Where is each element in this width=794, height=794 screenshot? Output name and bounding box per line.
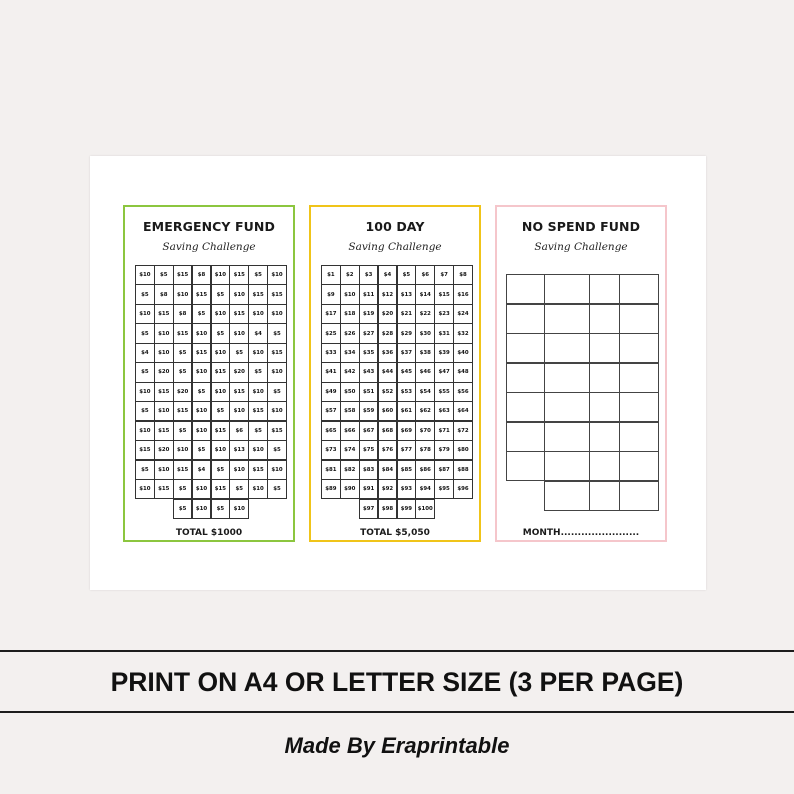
print-size-banner: PRINT ON A4 OR LETTER SIZE (3 PER PAGE) bbox=[110, 667, 684, 697]
amount-cell: $5 bbox=[173, 343, 193, 363]
amount-cell: $5 bbox=[135, 401, 155, 421]
amount-cell: $67 bbox=[359, 421, 379, 441]
amount-cell: $26 bbox=[340, 323, 360, 343]
tracker-box bbox=[619, 481, 659, 511]
divider-bottom bbox=[0, 711, 794, 713]
amount-cell: $10 bbox=[211, 382, 231, 402]
amount-cell: $74 bbox=[340, 440, 360, 460]
amount-cell: $15 bbox=[154, 421, 174, 441]
amount-cell: $10 bbox=[173, 440, 193, 460]
tracker-box bbox=[506, 363, 545, 393]
amount-cell: $1 bbox=[321, 265, 341, 285]
amount-cell: $5 bbox=[154, 265, 174, 285]
amount-cell: $76 bbox=[378, 440, 398, 460]
amount-cell: $91 bbox=[359, 479, 379, 499]
amount-cell: $16 bbox=[453, 284, 473, 304]
amount-cell: $10 bbox=[248, 343, 268, 363]
amount-cell: $10 bbox=[211, 440, 231, 460]
amount-cell: $4 bbox=[248, 323, 268, 343]
amount-cell: $77 bbox=[397, 440, 417, 460]
card-total: TOTAL $1000 bbox=[175, 528, 243, 538]
amount-cell: $15 bbox=[192, 343, 212, 363]
amount-cell: $2 bbox=[340, 265, 360, 285]
amount-cell: $10 bbox=[267, 265, 287, 285]
amount-cell: $62 bbox=[415, 401, 435, 421]
tracker-box bbox=[544, 422, 590, 452]
amount-cell: $5 bbox=[248, 265, 268, 285]
savings-grid bbox=[321, 265, 472, 518]
tracker-box bbox=[619, 392, 659, 422]
amount-cell: $10 bbox=[135, 382, 155, 402]
amount-cell: $13 bbox=[397, 284, 417, 304]
amount-cell: $15 bbox=[154, 304, 174, 324]
amount-cell: $15 bbox=[211, 421, 231, 441]
tracker-box bbox=[589, 304, 620, 334]
tracker-box bbox=[506, 451, 545, 481]
amount-cell: $46 bbox=[415, 362, 435, 382]
amount-cell: $96 bbox=[453, 479, 473, 499]
amount-cell: $71 bbox=[434, 421, 454, 441]
amount-cell: $49 bbox=[321, 382, 341, 402]
amount-cell: $15 bbox=[192, 284, 212, 304]
amount-cell: $13 bbox=[229, 440, 249, 460]
amount-cell: $15 bbox=[434, 284, 454, 304]
amount-cell: $15 bbox=[267, 421, 287, 441]
amount-cell: $5 bbox=[192, 440, 212, 460]
amount-cell: $69 bbox=[397, 421, 417, 441]
amount-cell: $85 bbox=[397, 460, 417, 480]
amount-cell: $10 bbox=[154, 460, 174, 480]
amount-cell: $10 bbox=[192, 401, 212, 421]
blank-tracker-grid bbox=[506, 274, 658, 510]
amount-cell: $44 bbox=[378, 362, 398, 382]
amount-cell: $15 bbox=[173, 460, 193, 480]
amount-cell: $5 bbox=[229, 343, 249, 363]
tracker-box bbox=[544, 333, 590, 363]
amount-cell: $60 bbox=[378, 401, 398, 421]
amount-cell: $28 bbox=[378, 323, 398, 343]
amount-cell: $10 bbox=[229, 460, 249, 480]
amount-cell: $5 bbox=[211, 499, 231, 519]
amount-cell: $5 bbox=[229, 479, 249, 499]
amount-cell: $15 bbox=[154, 382, 174, 402]
amount-cell: $23 bbox=[434, 304, 454, 324]
amount-cell: $19 bbox=[359, 304, 379, 324]
amount-cell: $92 bbox=[378, 479, 398, 499]
amount-cell: $37 bbox=[397, 343, 417, 363]
tracker-box bbox=[544, 392, 590, 422]
amount-cell: $75 bbox=[359, 440, 379, 460]
amount-cell: $10 bbox=[229, 284, 249, 304]
tracker-box bbox=[619, 422, 659, 452]
amount-cell: $10 bbox=[192, 362, 212, 382]
amount-cell: $47 bbox=[434, 362, 454, 382]
amount-cell: $6 bbox=[415, 265, 435, 285]
amount-cell: $10 bbox=[267, 401, 287, 421]
amount-cell: $10 bbox=[192, 421, 212, 441]
amount-cell: $7 bbox=[434, 265, 454, 285]
amount-cell: $43 bbox=[359, 362, 379, 382]
amount-cell: $5 bbox=[267, 479, 287, 499]
amount-cell: $22 bbox=[415, 304, 435, 324]
tracker-box bbox=[619, 274, 659, 304]
divider-top bbox=[0, 650, 794, 652]
amount-cell: $17 bbox=[321, 304, 341, 324]
amount-cell: $58 bbox=[340, 401, 360, 421]
amount-cell: $15 bbox=[211, 362, 231, 382]
amount-cell: $24 bbox=[453, 304, 473, 324]
tracker-box bbox=[589, 333, 620, 363]
brand-credit: Made By Eraprintable bbox=[284, 733, 510, 758]
amount-cell: $10 bbox=[135, 479, 155, 499]
amount-cell: $93 bbox=[397, 479, 417, 499]
amount-cell: $10 bbox=[229, 401, 249, 421]
amount-cell: $65 bbox=[321, 421, 341, 441]
hundred-day-card bbox=[309, 205, 481, 542]
amount-cell: $10 bbox=[173, 284, 193, 304]
amount-cell: $5 bbox=[173, 362, 193, 382]
amount-cell: $59 bbox=[359, 401, 379, 421]
amount-cell: $57 bbox=[321, 401, 341, 421]
amount-cell: $53 bbox=[397, 382, 417, 402]
amount-cell: $45 bbox=[397, 362, 417, 382]
amount-cell: $10 bbox=[229, 499, 249, 519]
amount-cell: $15 bbox=[229, 265, 249, 285]
amount-cell: $5 bbox=[135, 362, 155, 382]
amount-cell: $42 bbox=[340, 362, 360, 382]
amount-cell: $41 bbox=[321, 362, 341, 382]
amount-cell: $15 bbox=[173, 265, 193, 285]
amount-cell: $15 bbox=[211, 479, 231, 499]
amount-cell: $51 bbox=[359, 382, 379, 402]
emergency-fund-card bbox=[123, 205, 295, 542]
amount-cell: $10 bbox=[248, 382, 268, 402]
tracker-box bbox=[589, 392, 620, 422]
tracker-box bbox=[506, 333, 545, 363]
amount-cell: $10 bbox=[154, 401, 174, 421]
amount-cell: $10 bbox=[267, 362, 287, 382]
amount-cell: $100 bbox=[415, 499, 435, 519]
amount-cell: $12 bbox=[378, 284, 398, 304]
amount-cell: $5 bbox=[397, 265, 417, 285]
amount-cell: $5 bbox=[135, 323, 155, 343]
tracker-box bbox=[506, 422, 545, 452]
tracker-box bbox=[619, 333, 659, 363]
tracker-box bbox=[589, 481, 620, 511]
amount-cell: $15 bbox=[267, 343, 287, 363]
tracker-box bbox=[544, 451, 590, 481]
amount-cell: $5 bbox=[267, 382, 287, 402]
amount-cell: $15 bbox=[248, 284, 268, 304]
amount-cell: $15 bbox=[267, 284, 287, 304]
amount-cell: $10 bbox=[267, 304, 287, 324]
amount-cell: $83 bbox=[359, 460, 379, 480]
amount-cell: $15 bbox=[135, 440, 155, 460]
amount-cell: $95 bbox=[434, 479, 454, 499]
amount-cell: $20 bbox=[154, 440, 174, 460]
amount-cell: $34 bbox=[340, 343, 360, 363]
amount-cell: $80 bbox=[453, 440, 473, 460]
amount-cell: $5 bbox=[267, 440, 287, 460]
amount-cell: $15 bbox=[229, 304, 249, 324]
amount-cell: $5 bbox=[173, 499, 193, 519]
amount-cell: $10 bbox=[192, 323, 212, 343]
tracker-box bbox=[619, 363, 659, 393]
printable-sheet bbox=[90, 156, 706, 590]
amount-cell: $40 bbox=[453, 343, 473, 363]
amount-cell: $4 bbox=[135, 343, 155, 363]
amount-cell: $73 bbox=[321, 440, 341, 460]
amount-cell: $5 bbox=[192, 304, 212, 324]
amount-cell: $8 bbox=[453, 265, 473, 285]
tracker-box bbox=[589, 274, 620, 304]
amount-cell: $79 bbox=[434, 440, 454, 460]
amount-cell: $35 bbox=[359, 343, 379, 363]
amount-cell: $5 bbox=[135, 460, 155, 480]
amount-cell: $10 bbox=[340, 284, 360, 304]
amount-cell: $10 bbox=[192, 499, 212, 519]
amount-cell: $5 bbox=[211, 323, 231, 343]
amount-cell: $15 bbox=[229, 382, 249, 402]
amount-cell: $20 bbox=[229, 362, 249, 382]
amount-cell: $9 bbox=[321, 284, 341, 304]
tracker-box bbox=[506, 304, 545, 334]
amount-cell: $3 bbox=[359, 265, 379, 285]
amount-cell: $10 bbox=[154, 323, 174, 343]
amount-cell: $18 bbox=[340, 304, 360, 324]
tracker-box bbox=[589, 363, 620, 393]
tracker-box bbox=[589, 422, 620, 452]
amount-cell: $78 bbox=[415, 440, 435, 460]
amount-cell: $5 bbox=[173, 421, 193, 441]
amount-cell: $21 bbox=[397, 304, 417, 324]
amount-cell: $32 bbox=[453, 323, 473, 343]
amount-cell: $56 bbox=[453, 382, 473, 402]
amount-cell: $15 bbox=[173, 323, 193, 343]
amount-cell: $50 bbox=[340, 382, 360, 402]
amount-cell: $10 bbox=[211, 265, 231, 285]
tracker-box bbox=[544, 274, 590, 304]
amount-cell: $52 bbox=[378, 382, 398, 402]
amount-cell: $29 bbox=[397, 323, 417, 343]
tracker-box bbox=[619, 304, 659, 334]
amount-cell: $38 bbox=[415, 343, 435, 363]
amount-cell: $8 bbox=[173, 304, 193, 324]
amount-cell: $63 bbox=[434, 401, 454, 421]
amount-cell: $10 bbox=[135, 265, 155, 285]
amount-cell: $31 bbox=[434, 323, 454, 343]
amount-cell: $5 bbox=[248, 362, 268, 382]
amount-cell: $66 bbox=[340, 421, 360, 441]
card-title: 100 DAY bbox=[365, 219, 425, 234]
amount-cell: $10 bbox=[229, 323, 249, 343]
amount-cell: $30 bbox=[415, 323, 435, 343]
amount-cell: $10 bbox=[192, 479, 212, 499]
amount-cell: $82 bbox=[340, 460, 360, 480]
amount-cell: $20 bbox=[378, 304, 398, 324]
amount-cell: $27 bbox=[359, 323, 379, 343]
card-subtitle: Saving Challenge bbox=[534, 241, 628, 253]
amount-cell: $87 bbox=[434, 460, 454, 480]
tracker-box bbox=[544, 481, 590, 511]
amount-cell: $4 bbox=[192, 460, 212, 480]
savings-grid bbox=[135, 265, 286, 518]
amount-cell: $5 bbox=[211, 284, 231, 304]
month-label: MONTH....................... bbox=[522, 528, 640, 538]
amount-cell: $10 bbox=[267, 460, 287, 480]
amount-cell: $15 bbox=[154, 479, 174, 499]
amount-cell: $6 bbox=[229, 421, 249, 441]
amount-cell: $70 bbox=[415, 421, 435, 441]
amount-cell: $5 bbox=[267, 323, 287, 343]
amount-cell: $94 bbox=[415, 479, 435, 499]
tracker-box bbox=[544, 304, 590, 334]
amount-cell: $99 bbox=[397, 499, 417, 519]
amount-cell: $39 bbox=[434, 343, 454, 363]
amount-cell: $5 bbox=[248, 421, 268, 441]
amount-cell: $8 bbox=[154, 284, 174, 304]
amount-cell: $20 bbox=[173, 382, 193, 402]
amount-cell: $98 bbox=[378, 499, 398, 519]
amount-cell: $20 bbox=[154, 362, 174, 382]
amount-cell: $89 bbox=[321, 479, 341, 499]
amount-cell: $64 bbox=[453, 401, 473, 421]
tracker-box bbox=[589, 451, 620, 481]
tracker-box bbox=[619, 451, 659, 481]
amount-cell: $48 bbox=[453, 362, 473, 382]
amount-cell: $61 bbox=[397, 401, 417, 421]
amount-cell: $10 bbox=[135, 421, 155, 441]
amount-cell: $86 bbox=[415, 460, 435, 480]
amount-cell: $10 bbox=[248, 440, 268, 460]
amount-cell: $5 bbox=[192, 382, 212, 402]
tracker-box bbox=[506, 274, 545, 304]
amount-cell: $15 bbox=[248, 460, 268, 480]
tracker-box bbox=[544, 363, 590, 393]
amount-cell: $5 bbox=[135, 284, 155, 304]
amount-cell: $15 bbox=[173, 401, 193, 421]
amount-cell: $72 bbox=[453, 421, 473, 441]
amount-cell: $97 bbox=[359, 499, 379, 519]
amount-cell: $25 bbox=[321, 323, 341, 343]
amount-cell: $10 bbox=[135, 304, 155, 324]
amount-cell: $81 bbox=[321, 460, 341, 480]
amount-cell: $54 bbox=[415, 382, 435, 402]
amount-cell: $8 bbox=[192, 265, 212, 285]
amount-cell: $14 bbox=[415, 284, 435, 304]
amount-cell: $55 bbox=[434, 382, 454, 402]
amount-cell: $11 bbox=[359, 284, 379, 304]
card-total: TOTAL $5,050 bbox=[360, 528, 430, 538]
amount-cell: $10 bbox=[211, 304, 231, 324]
amount-cell: $10 bbox=[248, 304, 268, 324]
tracker-box bbox=[506, 392, 545, 422]
amount-cell: $68 bbox=[378, 421, 398, 441]
amount-cell: $4 bbox=[378, 265, 398, 285]
no-spend-fund-card bbox=[495, 205, 667, 542]
amount-cell: $5 bbox=[211, 401, 231, 421]
amount-cell: $5 bbox=[173, 479, 193, 499]
card-title: EMERGENCY FUND bbox=[143, 219, 275, 234]
amount-cell: $10 bbox=[211, 343, 231, 363]
card-subtitle: Saving Challenge bbox=[162, 241, 256, 253]
amount-cell: $15 bbox=[248, 401, 268, 421]
amount-cell: $90 bbox=[340, 479, 360, 499]
amount-cell: $33 bbox=[321, 343, 341, 363]
amount-cell: $10 bbox=[248, 479, 268, 499]
card-title: NO SPEND FUND bbox=[521, 219, 641, 234]
amount-cell: $88 bbox=[453, 460, 473, 480]
amount-cell: $84 bbox=[378, 460, 398, 480]
amount-cell: $10 bbox=[154, 343, 174, 363]
amount-cell: $36 bbox=[378, 343, 398, 363]
amount-cell: $5 bbox=[211, 460, 231, 480]
card-subtitle: Saving Challenge bbox=[348, 241, 442, 253]
